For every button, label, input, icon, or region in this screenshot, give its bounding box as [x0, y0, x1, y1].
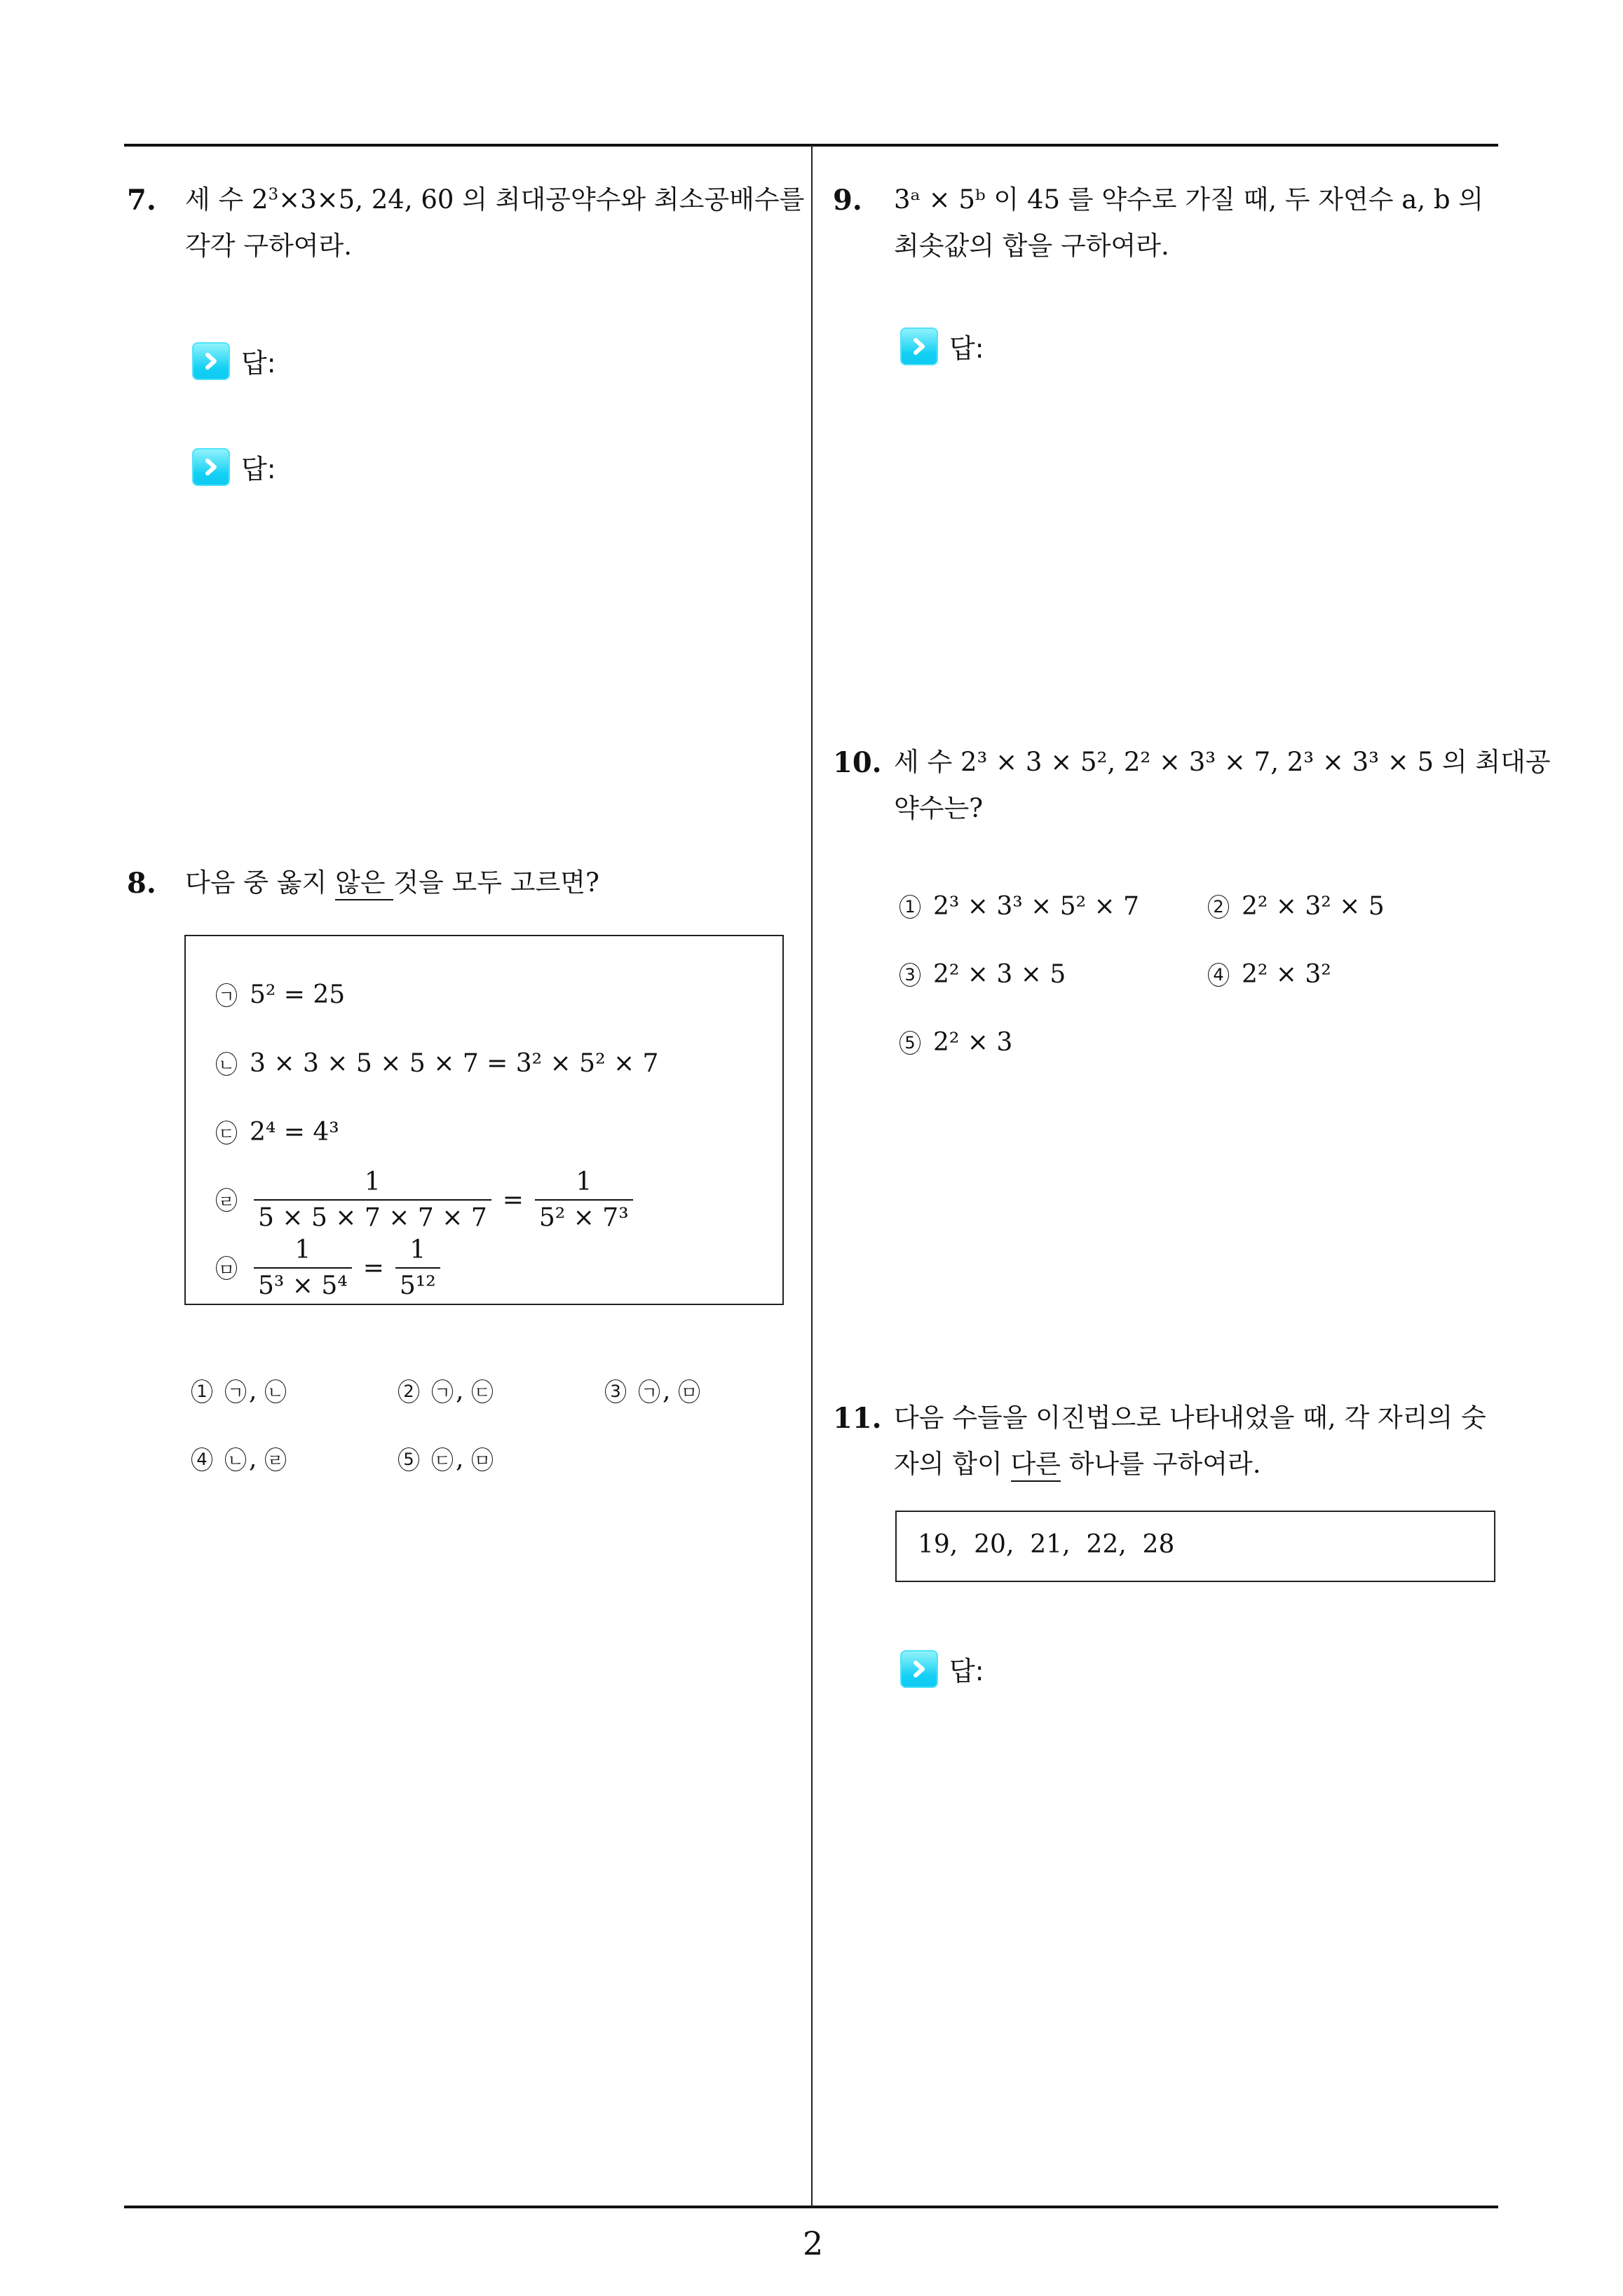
denominator: 5 × 5 × 7 × 7 × 7	[254, 1199, 491, 1232]
marker: ㄷ	[432, 1447, 453, 1471]
marker: ㄷ	[472, 1379, 493, 1403]
marker: ㄷ	[216, 1121, 237, 1144]
underlined-text: 다른	[1011, 1449, 1061, 1482]
numerator: 1	[576, 1168, 592, 1196]
page-number: 2	[803, 2224, 824, 2262]
marker: ㄴ	[225, 1447, 246, 1471]
choice-1[interactable]	[899, 892, 1139, 921]
comma: ,	[249, 1445, 265, 1473]
marker: ㄹ	[216, 1188, 237, 1212]
statement-e	[216, 1236, 444, 1300]
question-text-line1: 다음 수들을 이진법으로 나타내었을 때, 각 자리의 숫	[894, 1403, 1486, 1433]
choice-5[interactable]	[899, 1028, 1012, 1057]
comma: ,	[249, 1377, 265, 1405]
marker: ㅁ	[216, 1256, 237, 1280]
question-number: 11.	[833, 1402, 882, 1435]
choice-number: 5	[398, 1447, 419, 1471]
question-number: 7.	[127, 184, 156, 217]
numbers-list: 19, 20, 21, 22, 28	[918, 1530, 1175, 1559]
expression: 2² × 3²	[1242, 960, 1331, 989]
question-text	[185, 860, 599, 906]
choice-4[interactable]	[1208, 960, 1331, 989]
question-text-line2: 약수는?	[894, 793, 984, 823]
answer-label: 답:	[949, 1656, 984, 1687]
column-divider	[811, 145, 813, 2207]
choice-3[interactable]	[605, 1377, 702, 1405]
question-text-line2	[894, 1441, 1261, 1487]
text: 다음 중 옳지	[185, 867, 335, 898]
marker: ㄱ	[225, 1379, 246, 1403]
choice-number: 4	[1208, 963, 1229, 987]
choice-number: 1	[191, 1379, 212, 1403]
question-text-line1: 3ᵃ × 5ᵇ 이 45 를 약수로 가질 때, 두 자연수 a, b 의	[894, 184, 1484, 215]
question-number: 10.	[833, 746, 882, 779]
choice-number: 4	[191, 1447, 212, 1471]
expression: 2³ × 3³ × 5² × 7	[933, 892, 1140, 921]
statement-a	[216, 980, 345, 1009]
question-text-line1	[185, 177, 804, 223]
choice-4[interactable]	[191, 1445, 289, 1473]
marker: ㅁ	[472, 1447, 493, 1471]
question-text-line2: 최솟값의 합을 구하여라.	[894, 231, 1169, 261]
choice-number: 3	[605, 1379, 626, 1403]
choice-2[interactable]	[398, 1377, 496, 1405]
fraction	[254, 1168, 491, 1232]
answer-label: 답:	[241, 348, 276, 379]
expression: 2² × 3	[933, 1028, 1013, 1057]
fraction	[395, 1236, 440, 1300]
text: 세 수 2	[185, 184, 269, 215]
chevron-right-icon	[192, 448, 230, 486]
choice-number: 2	[398, 1379, 419, 1403]
marker: ㄱ	[639, 1379, 660, 1403]
numerator: 1	[294, 1236, 311, 1264]
choice-number: 5	[899, 1031, 921, 1055]
text: ×3×5, 24, 60 의 최대공약수와 최소공배수를	[278, 184, 805, 215]
choice-number: 3	[899, 963, 921, 987]
answer-label: 답:	[949, 333, 984, 364]
chevron-right-icon	[192, 342, 230, 380]
answer-field[interactable]	[192, 447, 276, 486]
chevron-right-icon	[900, 327, 938, 365]
numbers-box	[895, 1511, 1495, 1582]
numerator: 1	[409, 1236, 426, 1264]
expression: 5² = 25	[250, 980, 346, 1009]
comma: ,	[456, 1377, 472, 1405]
expression: 2² × 3² × 5	[1242, 892, 1385, 921]
equals-sign: =	[502, 1185, 524, 1215]
statement-b	[216, 1049, 658, 1078]
marker: ㄱ	[432, 1379, 453, 1403]
denominator: 5² × 7³	[535, 1199, 633, 1232]
answer-label: 답:	[241, 454, 276, 485]
equals-sign: =	[362, 1253, 384, 1283]
expression: 2⁴ = 4³	[250, 1118, 339, 1147]
choice-3[interactable]	[899, 960, 1066, 989]
choice-2[interactable]	[1208, 892, 1385, 921]
statement-d	[216, 1168, 637, 1232]
answer-field[interactable]	[900, 1649, 984, 1688]
marker: ㄴ	[265, 1379, 286, 1403]
chevron-right-icon	[900, 1650, 938, 1688]
comma: ,	[663, 1377, 679, 1405]
marker: ㄱ	[216, 983, 237, 1007]
numerator: 1	[364, 1168, 381, 1196]
comma: ,	[456, 1445, 472, 1473]
marker: ㅁ	[679, 1379, 700, 1403]
question-text-line1: 세 수 2³ × 3 × 5², 2² × 3³ × 7, 2³ × 3³ × 5 의 최대공	[894, 747, 1551, 777]
fraction	[535, 1168, 633, 1232]
answer-field[interactable]	[900, 327, 984, 365]
superscript: 3	[268, 185, 279, 204]
fraction	[254, 1236, 352, 1300]
question-number: 8.	[127, 867, 156, 900]
expression: 2² × 3 × 5	[933, 960, 1066, 989]
choice-5[interactable]	[398, 1445, 496, 1473]
text: 것을 모두 고르면?	[393, 867, 599, 898]
choice-1[interactable]	[191, 1377, 289, 1405]
statement-c	[216, 1118, 339, 1147]
expression: 3 × 3 × 5 × 5 × 7 = 3² × 5² × 7	[250, 1049, 659, 1078]
marker: ㄹ	[265, 1447, 286, 1471]
text: 자의 합이	[894, 1449, 1011, 1479]
question-number: 9.	[833, 184, 862, 217]
underlined-text: 않은	[335, 867, 393, 900]
question-text-line2: 각각 구하여라.	[185, 231, 352, 261]
marker: ㄴ	[216, 1052, 237, 1076]
denominator: 5¹²	[395, 1267, 440, 1300]
denominator: 5³ × 5⁴	[254, 1267, 352, 1300]
answer-field[interactable]	[192, 342, 276, 380]
choice-number: 1	[899, 895, 921, 919]
choice-number: 2	[1208, 895, 1229, 919]
text: 하나를 구하여라.	[1060, 1449, 1261, 1479]
